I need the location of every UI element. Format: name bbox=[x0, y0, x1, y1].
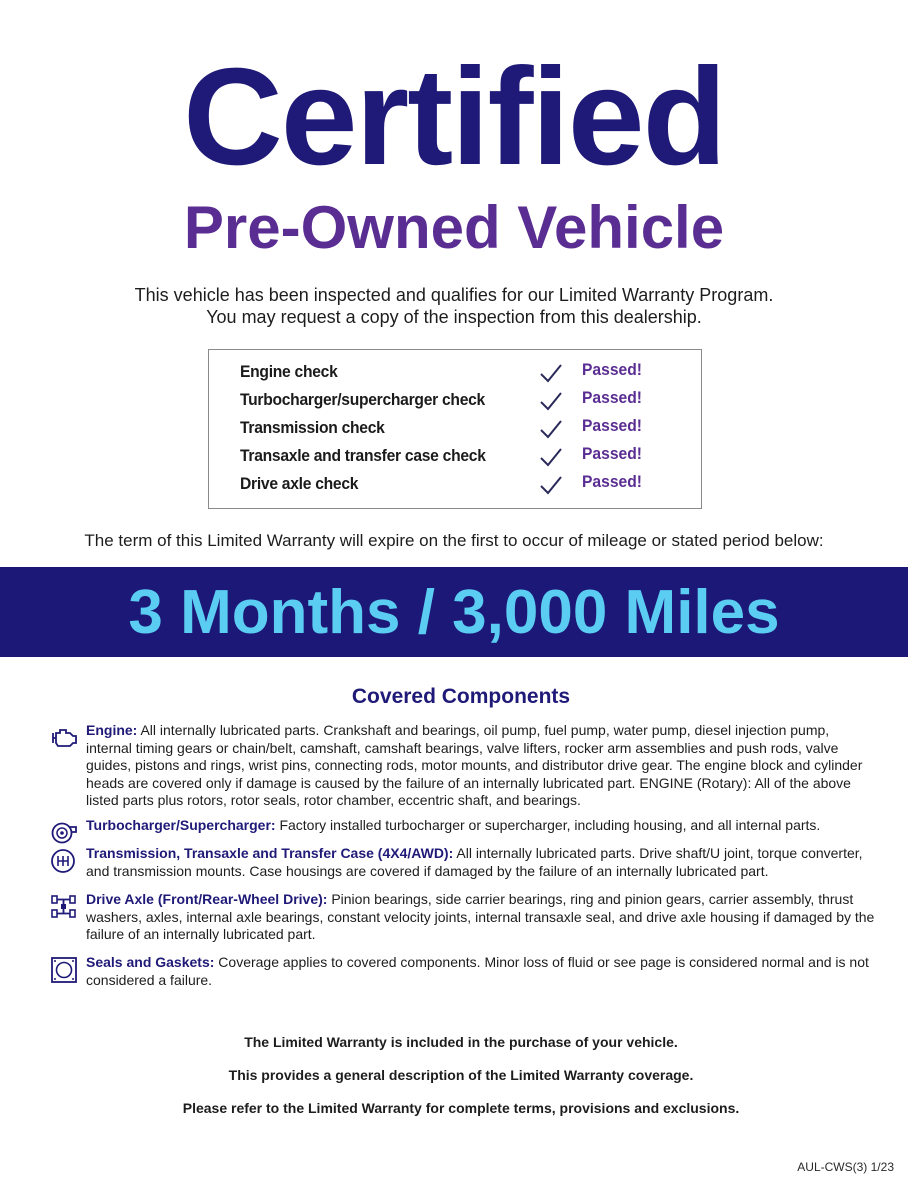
checkmark-icon bbox=[539, 474, 563, 496]
intro-text bbox=[0, 284, 908, 328]
seal-gasket-icon bbox=[50, 956, 78, 984]
footer-line-2: This provides a general description of the Limited Warranty coverage. bbox=[228, 1067, 694, 1083]
intro-line-1: This vehicle has been inspected and qualifies for our Limited Warranty Program. bbox=[134, 285, 774, 305]
component-description bbox=[86, 722, 876, 810]
check-status: Passed! bbox=[582, 388, 642, 407]
checkmark-icon bbox=[539, 446, 563, 468]
covered-components-title: Covered Components bbox=[351, 685, 571, 708]
check-status: Passed! bbox=[582, 472, 642, 491]
component-label: Seals and Gaskets: bbox=[86, 954, 215, 970]
component-description bbox=[86, 891, 876, 944]
check-name: Drive axle check bbox=[240, 474, 359, 493]
component-label: Transmission, Transaxle and Transfer Case (4X4/AWD): bbox=[86, 845, 454, 861]
check-name: Turbocharger/supercharger check bbox=[240, 390, 485, 409]
check-status: Passed! bbox=[582, 416, 642, 435]
component-label: Engine: bbox=[86, 722, 138, 738]
term-text: The term of this Limited Warranty will expire on the first to occur of mileage or stated period below: bbox=[84, 531, 824, 550]
component-detail: Pinion bearings, side carrier bearings, ring and pinion gears, carrier assembly, thrust washers, axles, internal axle bearings, constant velocity joints, internal transaxle seal, and drive axle housing if damaged by the failure of an internally lubricated part. bbox=[86, 891, 875, 942]
inspection-checklist bbox=[208, 349, 702, 509]
page-title: Certified bbox=[183, 40, 725, 194]
check-row bbox=[209, 360, 703, 388]
component-label: Turbocharger/Supercharger: bbox=[86, 817, 276, 833]
engine-icon bbox=[50, 724, 78, 750]
intro-line-2: You may request a copy of the inspection from this dealership. bbox=[206, 307, 702, 327]
check-row bbox=[209, 416, 703, 444]
term-banner bbox=[0, 567, 908, 657]
footer-line-3: Please refer to the Limited Warranty for complete terms, provisions and exclusions. bbox=[182, 1100, 740, 1116]
checkmark-icon bbox=[539, 362, 563, 384]
check-status: Passed! bbox=[582, 360, 642, 379]
component-description bbox=[86, 817, 876, 835]
component-detail: Factory installed turbocharger or supercharger, including housing, and all internal parts. bbox=[275, 817, 821, 833]
component-description bbox=[86, 845, 876, 880]
checkmark-icon bbox=[539, 390, 563, 412]
component-label: Drive Axle (Front/Rear-Wheel Drive): bbox=[86, 891, 328, 907]
term-banner-text: 3 Months / 3,000 Miles bbox=[128, 578, 780, 647]
page-subtitle: Pre-Owned Vehicle bbox=[183, 194, 725, 261]
check-name: Transmission check bbox=[240, 418, 385, 437]
check-row bbox=[209, 444, 703, 472]
drive-axle-icon bbox=[50, 893, 78, 919]
check-row bbox=[209, 388, 703, 416]
component-description bbox=[86, 954, 876, 989]
turbocharger-icon bbox=[50, 819, 78, 845]
checkmark-icon bbox=[539, 418, 563, 440]
component-detail: All internally lubricated parts. Crankshaft and bearings, oil pump, fuel pump, water pump, diesel injection pump, internal timing gears or chain/belt, camshaft, camshaft bearings, valve lifters, rocker arm assemblies and push rods, valve guides, pistons and rings, wrist pins, connecting rods, motor mounts, and distributor drive gear. The engine block and cylinder heads are covered only if damage is caused by the failure of an internally lubricated part. ENGINE (Rotary): All of the above listed parts plus rotors, rotor seals, rotor chamber, eccentric shaft, and bearings. bbox=[86, 722, 863, 808]
check-row bbox=[209, 472, 703, 500]
component-detail: Coverage applies to covered components. Minor loss of fluid or see page is considered normal and is not considered a failure. bbox=[86, 954, 869, 988]
component-detail: All internally lubricated parts. Drive shaft/U joint, torque converter, and transmission mounts. Case housings are covered if damaged by the failure of an internally lubricated part. bbox=[86, 845, 863, 879]
check-name: Engine check bbox=[240, 362, 338, 381]
check-name: Transaxle and transfer case check bbox=[240, 446, 486, 465]
gear-shift-icon bbox=[50, 847, 78, 873]
check-status: Passed! bbox=[582, 444, 642, 463]
form-code: AUL-CWS(3) 1/23 bbox=[797, 1160, 894, 1174]
footer-line-1: The Limited Warranty is included in the purchase of your vehicle. bbox=[244, 1034, 678, 1050]
